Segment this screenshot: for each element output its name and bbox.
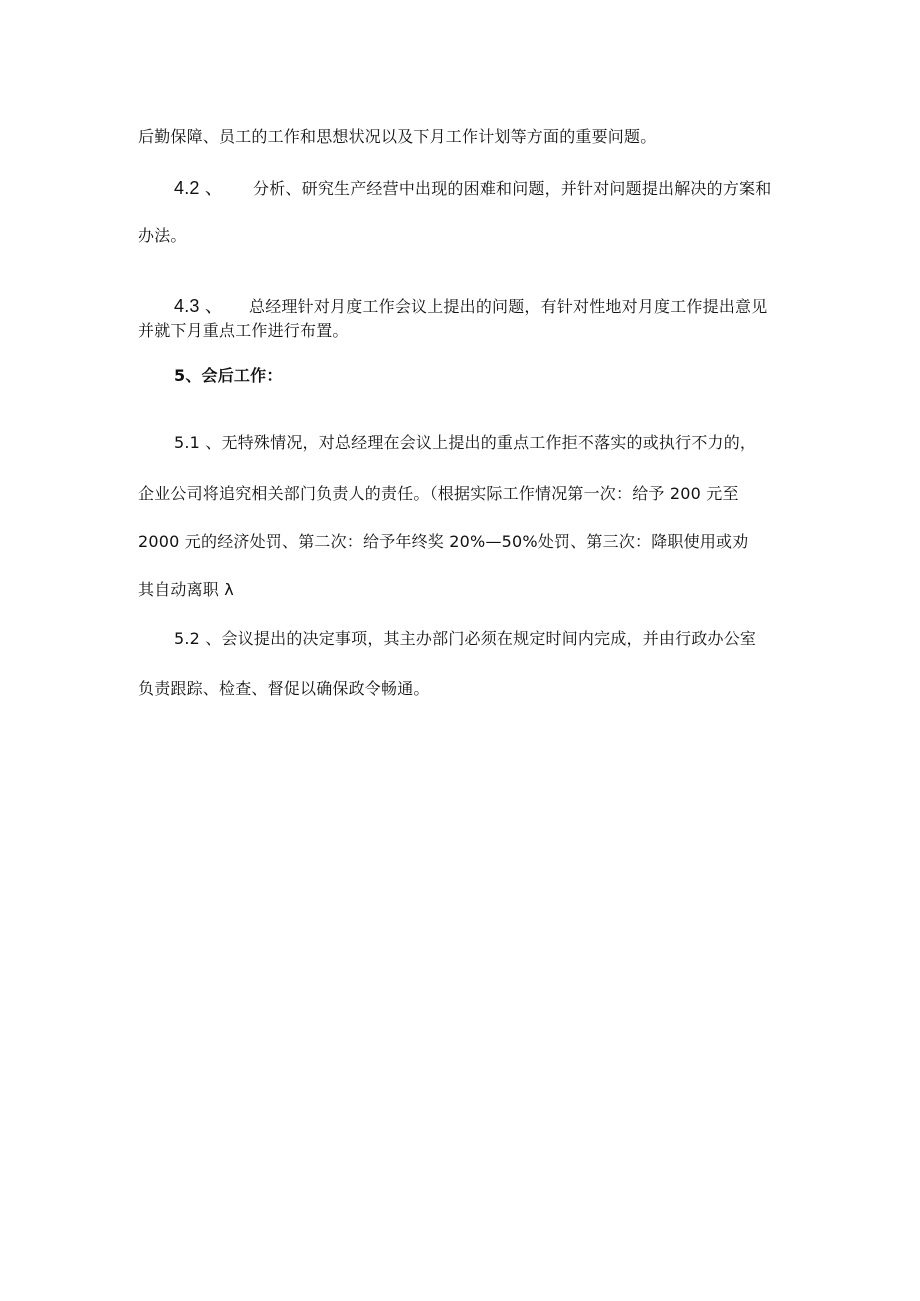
section-5-1-line-2: 企业公司将追究相关部门负责人的责任。（根据实际工作情况第一次：给予 200 元至 bbox=[138, 484, 739, 503]
section-5-heading: 5、会后工作： bbox=[174, 366, 283, 385]
section-number: 4.2 、 bbox=[174, 178, 224, 198]
section-5-1-line-1: 5.1 、无特殊情况，对总经理在会议上提出的重点工作拒不落实的或执行不力的， bbox=[174, 433, 757, 452]
section-text: 总经理针对月度工作会议上提出的问题，有针对性地对月度工作提出意见 bbox=[249, 297, 768, 316]
section-5-1-line-4: 其自动离职 λ bbox=[138, 580, 234, 599]
paragraph-line: 后勤保障、员工的工作和思想状况以及下月工作计划等方面的重要问题。 bbox=[138, 127, 657, 146]
section-5-2-line-2: 负责跟踪、检查、督促以确保政令畅通。 bbox=[138, 679, 430, 698]
section-4-3-line-1 bbox=[174, 295, 788, 318]
section-4-3-line-2: 并就下月重点工作进行布置。 bbox=[138, 321, 349, 340]
section-4-2-line-2: 办法。 bbox=[138, 226, 187, 245]
section-5-1-line-3: 2000 元的经济处罚、第二次：给予年终奖 20%—50%处罚、第三次：降职使用或劝 bbox=[138, 532, 749, 551]
section-4-2-line-1 bbox=[174, 177, 788, 200]
section-5-2-line-1: 5.2 、会议提出的决定事项，其主办部门必须在规定时间内完成，并由行政办公室 bbox=[174, 629, 757, 648]
section-text: 分析、研究生产经营中出现的困难和问题，并针对问题提出解决的方案和 bbox=[253, 179, 772, 198]
section-number: 4.3 、 bbox=[174, 296, 224, 316]
